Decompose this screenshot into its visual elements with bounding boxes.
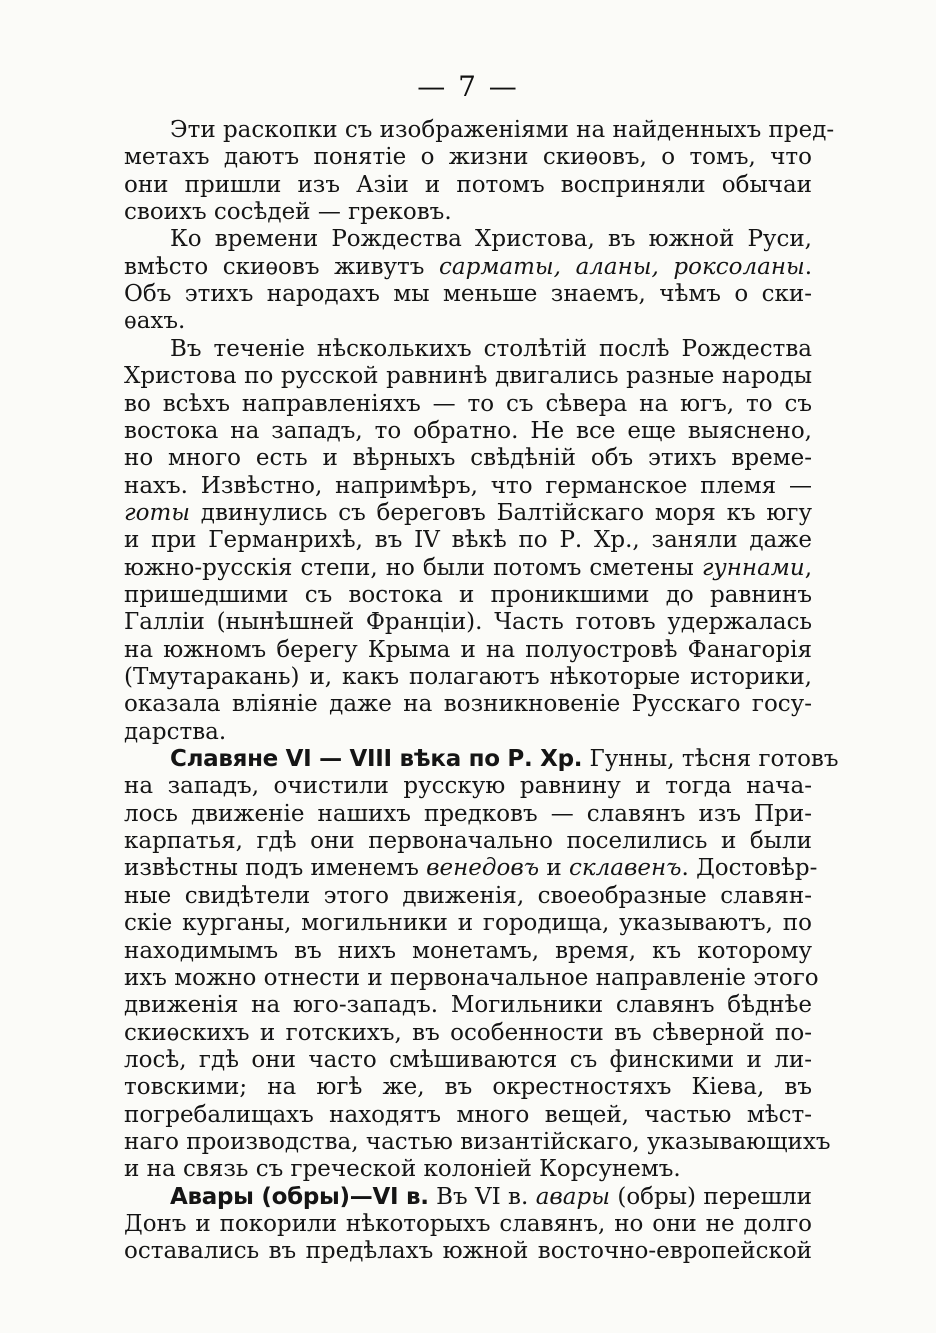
text-run: Донъ и покорили нѣкоторыхъ славянъ, но они не долго: [124, 1211, 812, 1237]
section-heading: Славяне VI — VIII вѣка по Р. Хр.: [170, 746, 583, 772]
text-run: . Достовѣр-: [681, 855, 818, 881]
italic-term: склавенъ: [569, 855, 682, 881]
text-line: [124, 555, 812, 582]
text-run: нахъ. Извѣстно, напримѣръ, что германское племя —: [124, 473, 812, 499]
text-run: ѳахъ.: [124, 308, 186, 334]
text-line: [124, 1238, 812, 1265]
text-line: [124, 965, 819, 992]
text-line: [124, 308, 812, 335]
text-run: они пришли изъ Азіи и потомъ восприняли обычаи: [124, 172, 812, 198]
text-line: [170, 746, 839, 773]
text-run: наго производства, частью византійскаго, указывающихъ: [124, 1129, 831, 1155]
text-run: Галліи (нынѣшней Франціи). Часть готовъ удержалась: [124, 609, 812, 635]
text-line: [124, 254, 812, 281]
text-run: ихъ можно отнести и первоначальное направленіе этого: [124, 965, 819, 991]
text-run: вмѣсто скиѳовъ живутъ: [124, 254, 440, 280]
text-run: ные свидѣтели этого движенія, своеобразные славян-: [124, 883, 812, 909]
text-line: [124, 473, 812, 500]
text-run: южно-русскія степи, но были потомъ сметены: [124, 555, 702, 581]
text-line: [170, 336, 812, 363]
text-run: на южномъ берегу Крыма и на полуостровѣ Фанагорія: [124, 637, 812, 663]
text-run: Въ теченіе нѣсколькихъ столѣтій послѣ Рождества: [170, 336, 812, 362]
text-run: Ко времени Рождества Христова, въ южной Руси,: [170, 226, 812, 252]
text-line: [124, 281, 812, 308]
text-run: скиѳскихъ и готскихъ, въ особенности въ сѣверной по-: [124, 1020, 812, 1046]
text-line: [124, 527, 812, 554]
text-line: [124, 1211, 812, 1238]
text-run: и при Германрихѣ, въ IV вѣкѣ по Р. Хр., заняли даже: [124, 527, 812, 553]
italic-term: гуннами: [701, 555, 805, 581]
text-line: [124, 1020, 812, 1047]
text-run: ,: [804, 555, 812, 581]
section-heading: Авары (обры)—VI в.: [170, 1184, 429, 1210]
text-run: оказала вліяніе даже на возникновеніе Русскаго госу-: [124, 691, 812, 717]
text-run: своихъ сосѣдей — грековъ.: [124, 199, 452, 225]
text-run: Объ этихъ народахъ мы меньше знаемъ, чѣмъ о ски-: [124, 281, 812, 307]
text-line: [124, 1074, 812, 1101]
text-line: [124, 773, 812, 800]
text-run: скіе курганы, могильники и городища, указываютъ, по: [124, 910, 812, 936]
text-run: но много есть и вѣрныхъ свѣдѣній объ этихъ време-: [124, 445, 812, 471]
text-run: Гунны, тѣсня готовъ: [582, 746, 839, 772]
text-run: пришедшими съ востока и проникшими до равнинъ: [124, 582, 812, 608]
text-run: лось движеніе нашихъ предковъ — славянъ изъ При-: [124, 801, 812, 827]
text-run: извѣстны подъ именемъ: [124, 855, 427, 881]
text-line: [124, 637, 812, 664]
text-run: лосѣ, гдѣ они часто смѣшиваются съ финскими и ли-: [124, 1047, 812, 1073]
text-line: [124, 582, 812, 609]
text-run: во всѣхъ направленіяхъ — то съ сѣвера на югъ, то съ: [124, 391, 812, 417]
text-line: [124, 1047, 812, 1074]
italic-term: сарматы, аланы, роксоланы: [439, 254, 805, 280]
text-line: [124, 938, 812, 965]
text-run: (обры) перешли: [609, 1184, 812, 1210]
text-line: [170, 1184, 812, 1211]
text-run: двинулись съ береговъ Балтійскаго моря къ югу: [190, 500, 812, 526]
text-run: (Тмутаракань) и, какъ полагаютъ нѣкоторые историки,: [124, 664, 812, 690]
text-run: оставались въ предѣлахъ южной восточно-европейской: [124, 1238, 812, 1264]
text-run: товскими; на югѣ же, въ окрестностяхъ Кіева, въ: [124, 1074, 812, 1100]
text-run: на западъ, очистили русскую равнину и тогда нача-: [124, 773, 812, 799]
text-run: карпатья, гдѣ они первоначально поселились и были: [124, 828, 812, 854]
text-line: [124, 664, 812, 691]
text-line: [124, 883, 812, 910]
text-line: [124, 992, 812, 1019]
text-run: Эти раскопки съ изображеніями на найденныхъ пред-: [170, 117, 835, 143]
text-line: [124, 910, 812, 937]
text-run: метахъ даютъ понятіе о жизни скиѳовъ, о томъ, что: [124, 144, 812, 170]
text-line: [124, 363, 812, 390]
text-run: и на связь съ греческой колоніей Корсунемъ.: [124, 1156, 681, 1182]
text-line: [124, 445, 812, 472]
text-line: [124, 391, 812, 418]
italic-term: венедовъ: [426, 855, 540, 881]
text-run: движенія на юго-западъ. Могильники славянъ бѣднѣе: [124, 992, 812, 1018]
page-number: — 7 —: [417, 70, 519, 103]
text-line: [124, 199, 812, 226]
text-run: Христова по русской равнинѣ двигались разные народы: [124, 363, 812, 389]
text-line: [170, 226, 812, 253]
text-line: [124, 691, 812, 718]
text-line: [124, 172, 812, 199]
text-run: и: [539, 855, 569, 881]
text-line: [170, 117, 835, 144]
text-run: .: [804, 254, 813, 280]
text-run: погребалищахъ находятъ много вещей, частью мѣст-: [124, 1102, 812, 1128]
text-line: [124, 828, 812, 855]
text-run: дарства.: [124, 719, 227, 745]
text-line: [124, 719, 812, 746]
text-run: Въ VI в.: [428, 1184, 536, 1210]
text-line: [124, 1156, 812, 1183]
text-line: [124, 1129, 831, 1156]
text-line: [124, 418, 812, 445]
italic-term: авары: [535, 1184, 610, 1210]
italic-term: готы: [124, 500, 191, 526]
text-run: находимымъ въ нихъ монетамъ, время, къ которому: [124, 938, 812, 964]
text-line: [124, 144, 812, 171]
text-line: [124, 500, 812, 527]
text-line: [124, 855, 818, 882]
text-line: [124, 1102, 812, 1129]
text-line: [124, 609, 812, 636]
text-run: востока на западъ, то обратно. Не все еще выяснено,: [124, 418, 812, 444]
text-line: [124, 801, 812, 828]
